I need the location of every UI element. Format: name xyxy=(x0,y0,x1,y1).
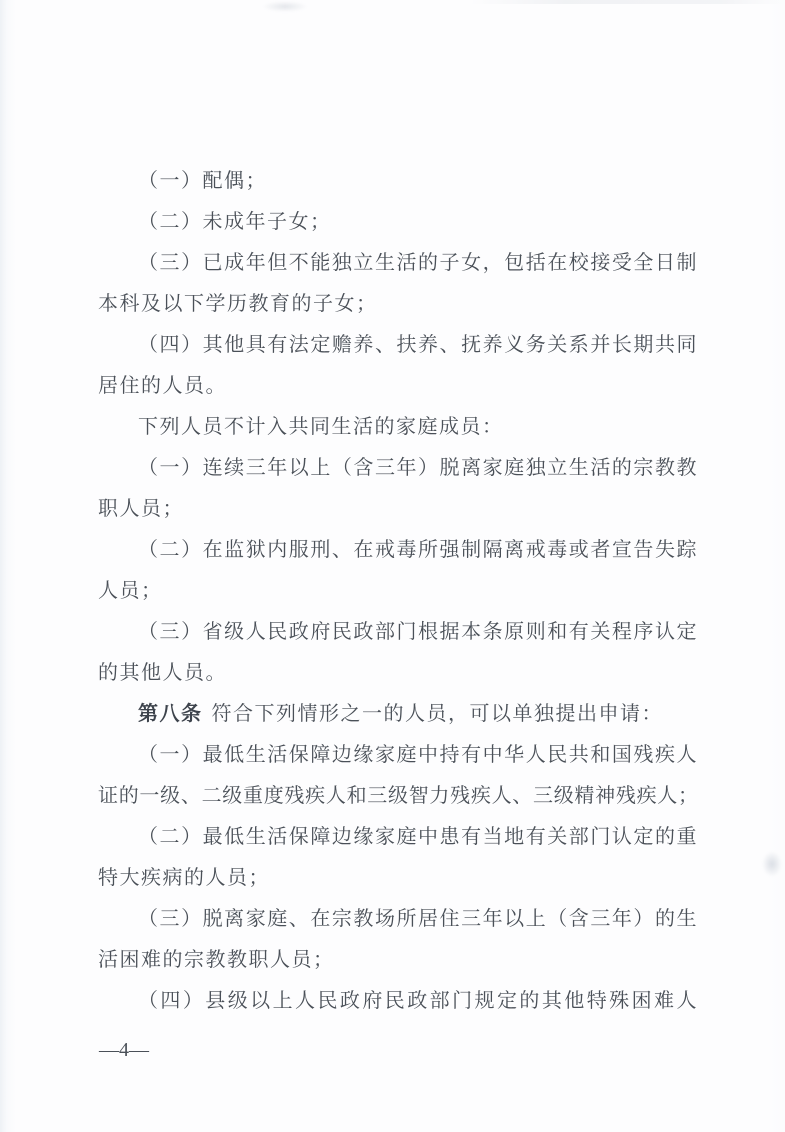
text-line xyxy=(98,940,698,981)
line-text: 符合下列情形之一的人员，可以单独提出申请： xyxy=(211,703,663,725)
line-text: 职人员； xyxy=(98,498,184,520)
line-text: （三）省级人民政府民政部门根据本条原则和有关程序认定 xyxy=(138,621,698,643)
text-line xyxy=(98,858,698,899)
scan-artifact xyxy=(262,1,308,12)
line-text: 证的一级、二级重度残疾人和三级智力残疾人、三级精神残疾人； xyxy=(98,785,698,807)
line-text: （四）其他具有法定赡养、扶养、抚养义务关系并长期共同 xyxy=(138,334,698,356)
line-text: （四）县级以上人民政府民政部门规定的其他特殊困难人 xyxy=(138,990,698,1012)
text-line xyxy=(98,489,698,530)
text-line xyxy=(98,817,698,858)
page-number: —4— xyxy=(99,1039,149,1061)
line-text: （二）最低生活保障边缘家庭中患有当地有关部门认定的重 xyxy=(138,826,698,848)
line-text: （一）连续三年以上（含三年）脱离家庭独立生活的宗教教 xyxy=(138,457,698,479)
line-text: 人员； xyxy=(98,580,163,602)
scan-artifact xyxy=(762,851,782,877)
text-line xyxy=(98,407,698,448)
line-text: 居住的人员。 xyxy=(98,375,227,397)
text-line xyxy=(98,981,698,1022)
text-line xyxy=(98,530,698,571)
line-text: （二）未成年子女； xyxy=(138,211,332,233)
line-text: 本科及以下学历教育的子女； xyxy=(98,293,378,315)
line-text: （一）配偶； xyxy=(138,170,267,192)
text-line xyxy=(98,284,698,325)
text-line xyxy=(98,202,698,243)
line-text: （二）在监狱内服刑、在戒毒所强制隔离戒毒或者宣告失踪 xyxy=(138,539,698,561)
line-text: （三）脱离家庭、在宗教场所居住三年以上（含三年）的生 xyxy=(138,908,698,930)
line-text: 的其他人员。 xyxy=(98,662,227,684)
text-line xyxy=(98,694,698,735)
line-text: （一）最低生活保障边缘家庭中持有中华人民共和国残疾人 xyxy=(138,744,698,766)
document-body xyxy=(98,161,698,1022)
text-line xyxy=(98,776,698,817)
scan-artifact xyxy=(470,0,785,4)
text-line xyxy=(98,735,698,776)
text-line xyxy=(98,653,698,694)
text-line xyxy=(98,243,698,284)
text-line xyxy=(98,448,698,489)
line-text: 特大疾病的人员； xyxy=(98,867,270,889)
text-line xyxy=(98,325,698,366)
text-line xyxy=(98,161,698,202)
line-text: （三）已成年但不能独立生活的子女，包括在校接受全日制 xyxy=(138,252,698,274)
text-line xyxy=(98,571,698,612)
text-line xyxy=(98,899,698,940)
article-number-bold: 第八条 xyxy=(138,703,203,725)
line-text: 活困难的宗教教职人员； xyxy=(98,949,335,971)
text-line xyxy=(98,612,698,653)
text-line xyxy=(98,366,698,407)
page-footer xyxy=(99,1037,149,1063)
line-text: 下列人员不计入共同生活的家庭成员： xyxy=(138,416,504,438)
